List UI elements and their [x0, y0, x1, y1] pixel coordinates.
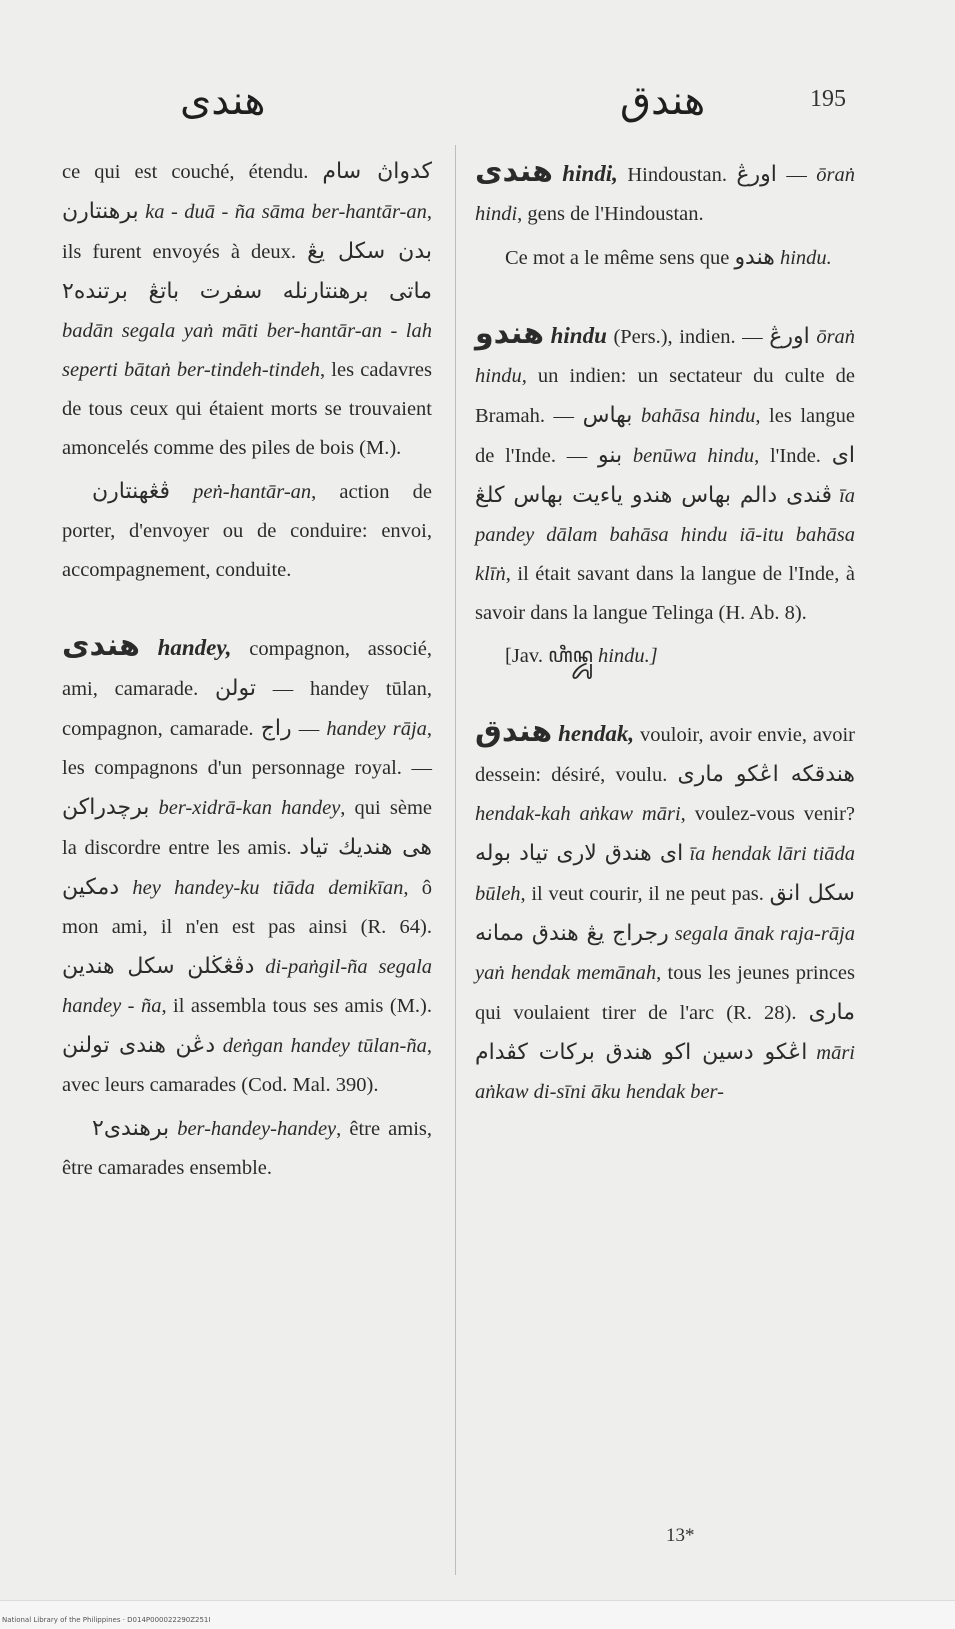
- gloss: , il veut courir, il ne peut pas.: [520, 883, 764, 905]
- gloss: , action de porter, d'envoyer ou de conduire: envoi, accompagnement, conduite.: [62, 481, 432, 581]
- arabic-script: هى هنديك تياد دمكين: [62, 835, 433, 900]
- gloss: Hindoustan.: [627, 164, 727, 186]
- transliteration: hindu.]: [597, 645, 658, 667]
- sub-entry: [475, 238, 855, 278]
- gloss: , ils furent envoyés à deux.: [62, 201, 432, 263]
- gloss: , ô mon ami, il n'en est pas ainsi (R. 64).: [62, 877, 433, 938]
- text-fragment: [Jav.: [505, 645, 543, 667]
- right-column: [475, 152, 855, 1112]
- gloss: , il était savant dans la langue de l'Inde, à savoir dans la langue Telinga (H. Ab. 8).: [475, 563, 855, 624]
- arabic-script: اى ڤندى دالم بهاس هندو ياءيت بهاس كلڠ: [475, 443, 856, 508]
- gloss: , il assembla tous ses amis (M.).: [161, 995, 432, 1017]
- arabic-script: برچدراكن: [62, 795, 150, 820]
- sub-entry: [62, 472, 432, 590]
- arabic-script: ڤڠهنتارن: [92, 479, 171, 504]
- gloss: , avec leurs camarades (Cod. Mal. 390).: [62, 1035, 433, 1096]
- text-fragment: ce qui est couché, étendu.: [62, 161, 309, 183]
- transliteration: bahāsa hindu: [640, 405, 756, 427]
- headword: hindu: [550, 323, 607, 348]
- headword-arabic: هندى: [475, 154, 553, 189]
- javanese-script: ꦲꦶꦤ꧀ꦢꦸ: [548, 645, 593, 667]
- arabic-script: بدن سكل يڠ ماتى برهنتارنله سفرت باتڠ برتنده٢: [62, 239, 433, 304]
- dictionary-entry-handey: هندى handey, compagnon, associé, ami, camarade. تولن — handey tūlan, compagnon, camarade. راج — handey rāja, les compagnons d'un personnage royal. — برچدراكن ber-xidrā-kan handey, qui sème la discordre entre les amis. هى هنديك تياد دمكين hey handey-ku tiāda demikīan, ô mon ami, il n'en est pas ainsi (R. 64). دڤڠڬلن سكل هندين di-paṅgil-ña segala handey - ña, il assembla tous ses amis (M.). دڠن هندى تولنن deṅgan handey tūlan-ña, avec leurs camarades (Cod. Mal. 390).: [62, 628, 433, 1096]
- gloss: — handey tūlan, compagnon, camarade.: [62, 678, 432, 740]
- transliteration: hey handey-ku tiāda demikīan: [132, 877, 404, 899]
- entry-continuation: [62, 152, 432, 468]
- gloss: , être amis, être camarades ensemble.: [62, 1118, 432, 1179]
- arabic-script: دڠن هندى تولنن: [62, 1033, 216, 1058]
- headword-arabic: هندو: [475, 316, 545, 351]
- transliteration: peṅ-hantār-an: [193, 481, 312, 503]
- column-divider: [455, 145, 456, 1575]
- arabic-script: برهندى٢: [92, 1116, 170, 1141]
- transliteration: īa pandey dālam bahāsa hindu iā-itu bahāsa klīṅ: [475, 485, 856, 585]
- headword: hendak,: [558, 721, 635, 746]
- arabic-script: اورڠ: [736, 162, 777, 187]
- transliteration: māri aṅkaw di-sīni āku hendak ber-: [475, 1042, 855, 1103]
- transliteration: ōraṅ hindi: [475, 164, 855, 225]
- sub-entry: [62, 1109, 432, 1188]
- transliteration: ka - duā - ña sāma ber-hantār-an: [145, 201, 427, 223]
- gloss: compagnon, associé, ami, camarade.: [62, 638, 433, 700]
- arabic-script: مارى اڠكو دسين اكو هندق بركات كڤدام: [475, 1000, 855, 1065]
- text-fragment: Ce mot a le même sens que: [505, 247, 730, 269]
- transliteration: ber-xidrā-kan handey: [158, 797, 341, 819]
- arabic-script: كدواڽ سام برهنتارن: [62, 159, 433, 224]
- dictionary-entry-hindu: هندو hindu (Pers.), indien. — اورڠ ōraṅ hindu, un indien: un sectateur du culte de Bramah. — بهاس bahāsa hindu, les langue de l'Inde. — بنو benūwa hindu, l'Inde. اى ڤندى دالم بهاس هندو ياءيت بهاس كلڠ īa pandey dālam bahāsa hindu iā-itu bahāsa klīṅ, il était savant dans la langue de l'Inde, à savoir dans la langue Telinga (H. Ab. 8).: [475, 316, 856, 624]
- arabic-script: اى هندق لارى تياد بوله: [475, 841, 684, 866]
- arabic-script: بهاس: [582, 403, 633, 428]
- transliteration: badān segala yaṅ māti ber-hantār-an - lah seperti bātaṅ ber-tindeh-tindeh: [62, 320, 432, 381]
- transliteration: segala ānak raja-rāja yaṅ hendak memānah: [475, 923, 856, 984]
- arabic-script: راج: [260, 716, 292, 741]
- gloss: , les langue de l'Inde.: [475, 405, 855, 467]
- arabic-script: دڤڠڬلن سكل هندين: [62, 954, 255, 979]
- transliteration: handey rāja: [326, 718, 427, 740]
- arabic-script: اورڠ: [769, 324, 810, 349]
- headword-arabic: هندق: [475, 714, 553, 749]
- gloss: , les compagnons d'un personnage royal.: [62, 718, 433, 779]
- arabic-script: تولن: [215, 676, 256, 701]
- headword: hindi,: [562, 161, 618, 186]
- gloss: , gens de l'Hindoustan.: [517, 203, 704, 225]
- gloss: , les cadavres de tous ceux qui étaient morts se trouvaient amoncelés comme des piles de bois (M.).: [62, 359, 432, 459]
- gloss: , tous les jeunes princes qui voulaient tirer de l'arc (R. 28).: [475, 962, 855, 1024]
- signature-mark: 13*: [666, 1525, 695, 1546]
- left-column: [62, 152, 432, 1188]
- arabic-script: بنو: [598, 443, 623, 468]
- transliteration: hendak-kah aṅkaw māri: [475, 803, 681, 825]
- footer-bar: [0, 1600, 955, 1629]
- dictionary-entry-hendak: [475, 712, 855, 1112]
- gloss: , qui sème la discordre entre les amis.: [62, 797, 433, 859]
- footer-credit: National Library of the Philippines · D014P000022290Z251I: [2, 1616, 211, 1624]
- transliteration: di-paṅgil-ña segala handey - ña: [62, 956, 433, 1017]
- gloss: (Pers.), indien.: [613, 326, 736, 348]
- gloss: , l'Inde.: [754, 445, 821, 467]
- gloss: , un indien: un sectateur du culte de Bramah.: [475, 365, 855, 427]
- headword: handey,: [157, 635, 232, 660]
- gloss: vouloir, avoir envie, avoir dessein: désiré, voulu.: [475, 724, 855, 786]
- page-number: 195: [810, 86, 846, 112]
- transliteration: benūwa hindu: [632, 445, 755, 467]
- javanese-note: [475, 637, 855, 676]
- transliteration: īa hendak lāri tiāda būleh: [475, 843, 856, 905]
- transliteration: ber-handey-handey: [177, 1118, 337, 1140]
- running-head-left: هندى: [180, 78, 266, 124]
- transliteration: ōraṅ hindu: [475, 326, 856, 387]
- headword-arabic: هندى: [62, 628, 140, 663]
- arabic-script: هندو: [734, 245, 775, 270]
- transliteration: hindu.: [779, 247, 832, 269]
- running-head-right: هندق: [620, 78, 706, 124]
- dictionary-entry-hindi: هندى hindi, Hindoustan. اورڠ — ōraṅ hindi, gens de l'Hindoustan.: [475, 154, 855, 225]
- gloss: , voulez-vous venir?: [680, 803, 856, 825]
- arabic-script: سكل انق رجراج يڠ هندق ممانه: [475, 881, 855, 946]
- transliteration: deṅgan handey tūlan-ña: [222, 1035, 427, 1057]
- arabic-script: هندقكه اڠكو مارى: [677, 762, 855, 787]
